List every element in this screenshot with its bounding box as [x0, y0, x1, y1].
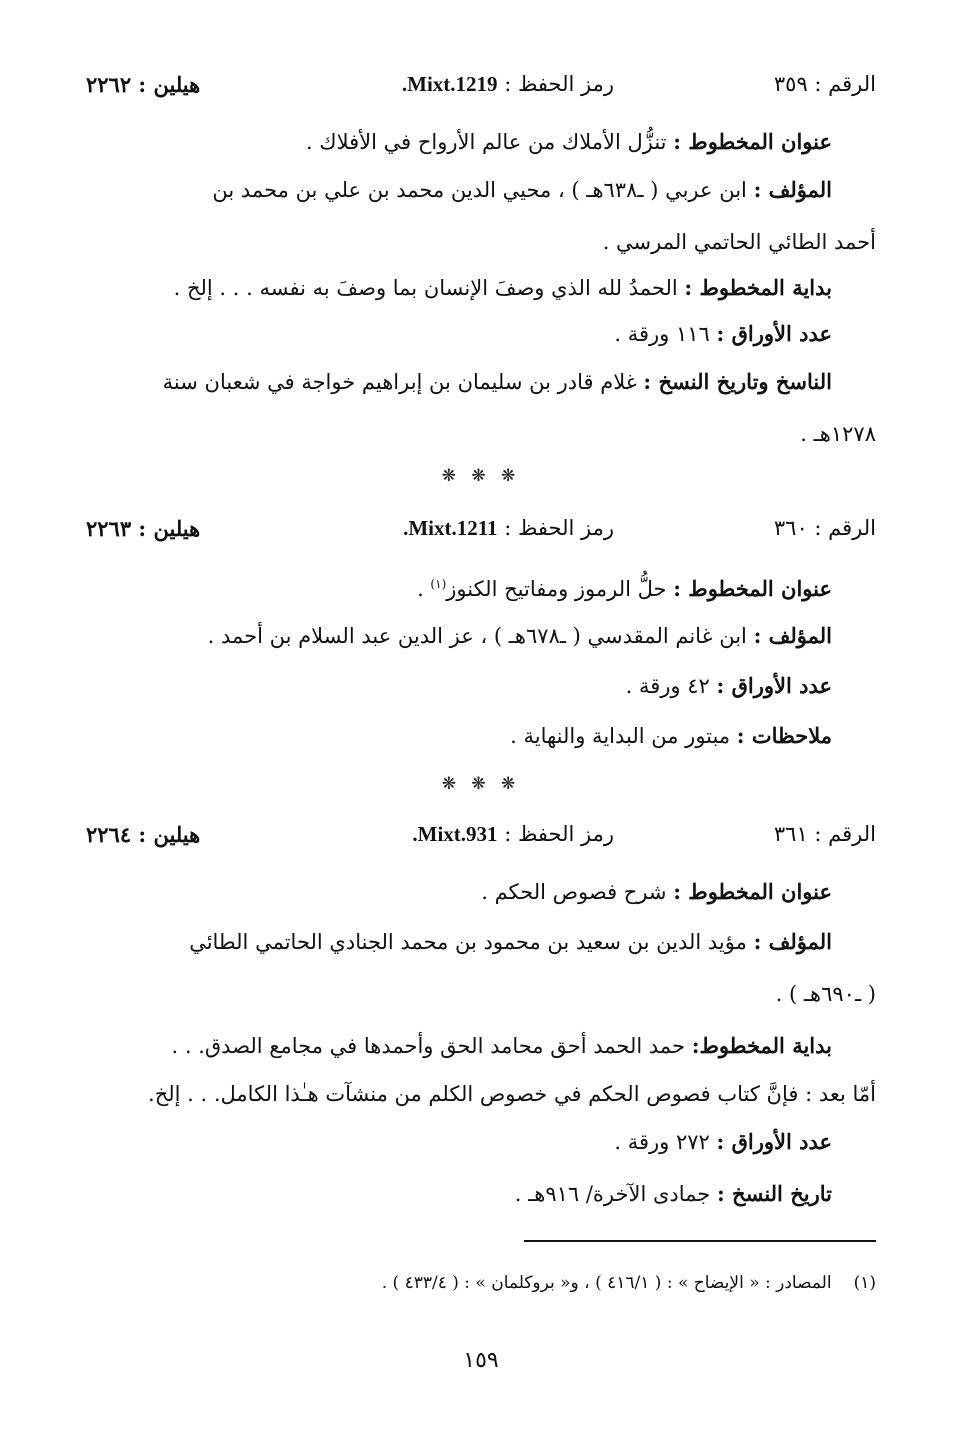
title-label: عنوان المخطوط :: [673, 129, 832, 154]
author-value-continued: ( ـ٦٩٠هـ ) .: [775, 982, 876, 1006]
beginning-label: بداية المخطوط:: [691, 1033, 832, 1058]
title-value: تنزُّل الأملاك من عالم الأرواح في الأفلاك .: [305, 130, 667, 154]
author-value: مؤيد الدين بن سعيد بن محمود بن محمد الجنادي الحاتمي الطائي: [189, 930, 747, 954]
helen-number: هيلين : ٢٢٦٤: [86, 822, 201, 847]
beginning-value: حمد الحمد أحق محامد الحق وأحمدها في مجامع الصدق. . .: [171, 1034, 686, 1058]
beginning-label: بداية المخطوط :: [684, 275, 832, 300]
author-paragraph: [86, 164, 876, 268]
title-line: [86, 116, 832, 168]
author-label: المؤلف :: [753, 177, 832, 202]
footnote-rule: [524, 1240, 876, 1242]
entry-header: [86, 516, 876, 552]
beginning-line: [86, 1020, 832, 1072]
copy-date-label: تاريخ النسخ :: [716, 1181, 832, 1206]
copyist-value-continued: ١٢٧٨هـ .: [800, 422, 876, 446]
notes-value: مبتور من البداية والنهاية .: [510, 724, 731, 748]
title-end: .: [417, 577, 431, 601]
entry-number: الرقم : ٣٦٠: [773, 516, 876, 540]
title-line: [86, 558, 832, 615]
shelf-code: [402, 72, 614, 97]
shelf-code-label: رمز الحفظ :: [504, 72, 614, 96]
folios-line: [86, 308, 832, 360]
beginning-line: [86, 262, 832, 314]
title-line: [86, 866, 832, 918]
folios-line: [86, 1116, 832, 1168]
entry-header: [86, 72, 876, 108]
shelf-code: [403, 516, 614, 541]
helen-number: هيلين : ٢٢٦٣: [86, 516, 201, 541]
footnote-text: المصادر : « الإيضاح » : ( ٤١٦/١ ) ، و« بروكلمان » : ( ٤٣٣/٤ ) .: [381, 1273, 832, 1293]
author-line: [86, 610, 832, 662]
entry-separator: ❋ ❋ ❋: [441, 774, 521, 794]
author-value: ابن عربي ( ـ٦٣٨هـ ) ، محيي الدين محمد بن علي بن محمد بن: [212, 178, 747, 202]
author-paragraph: [86, 916, 876, 1020]
title-label: عنوان المخطوط :: [673, 879, 832, 904]
shelf-code-value: Mixt.1211.: [403, 516, 498, 540]
copyist-paragraph: [86, 356, 876, 460]
shelf-code-label: رمز الحفظ :: [504, 516, 614, 540]
footnote-marker: (١): [430, 577, 447, 591]
title-label: عنوان المخطوط :: [673, 576, 832, 601]
folios-value: ٢٧٢ ورقة .: [614, 1130, 710, 1154]
author-value: ابن غانم المقدسي ( ـ٦٧٨هـ ) ، عز الدين عبد السلام بن أحمد .: [207, 624, 747, 648]
folios-label: عدد الأوراق :: [716, 321, 832, 346]
title-value: حلُّ الرموز ومفاتيح الكنوز: [446, 577, 667, 601]
folios-label: عدد الأوراق :: [716, 673, 832, 698]
footnote-number: (١): [853, 1273, 876, 1293]
beginning-value: الحمدُ لله الذي وصفَ الإنسان بما وصفَ به نفسه . . . إلخ .: [173, 276, 678, 300]
entry-number: الرقم : ٣٦١: [773, 822, 876, 846]
title-value: شرح فصوص الحكم .: [481, 880, 667, 904]
notes-label: ملاحظات :: [736, 723, 832, 748]
folios-line: [86, 660, 832, 712]
page-number: ١٥٩: [463, 1348, 499, 1373]
copy-date-line: [86, 1168, 832, 1220]
helen-number: هيلين : ٢٢٦٢: [86, 72, 201, 97]
author-value-continued: أحمد الطائي الحاتمي المرسي .: [602, 230, 876, 254]
notes-line: [86, 710, 832, 762]
footnote: [86, 1268, 876, 1298]
entry-number: الرقم : ٣٥٩: [773, 72, 876, 96]
shelf-code: [412, 822, 614, 847]
copy-date-value: جمادى الآخرة/ ٩١٦هـ .: [514, 1182, 711, 1206]
author-label: المؤلف :: [753, 623, 832, 648]
shelf-code-value: Mixt.931.: [412, 822, 498, 846]
copyist-value: غلام قادر بن سليمان بن إبراهيم خواجة في شعبان سنة: [162, 370, 637, 394]
entry-header: [86, 822, 876, 858]
copyist-label: الناسخ وتاريخ النسخ :: [643, 369, 832, 394]
beginning-continued-line: أمّا بعد : فإنَّ كتاب فصوص الحكم في خصوص الكلم من منشآت هـٰذا الكامل. . . إلخ.: [148, 1082, 876, 1106]
entry-separator: ❋ ❋ ❋: [441, 466, 521, 486]
folios-value: ١١٦ ورقة .: [614, 322, 710, 346]
folios-label: عدد الأوراق :: [716, 1129, 832, 1154]
author-label: المؤلف :: [753, 929, 832, 954]
folios-value: ٤٢ ورقة .: [625, 674, 710, 698]
shelf-code-label: رمز الحفظ :: [504, 822, 614, 846]
shelf-code-value: Mixt.1219.: [401, 72, 498, 96]
